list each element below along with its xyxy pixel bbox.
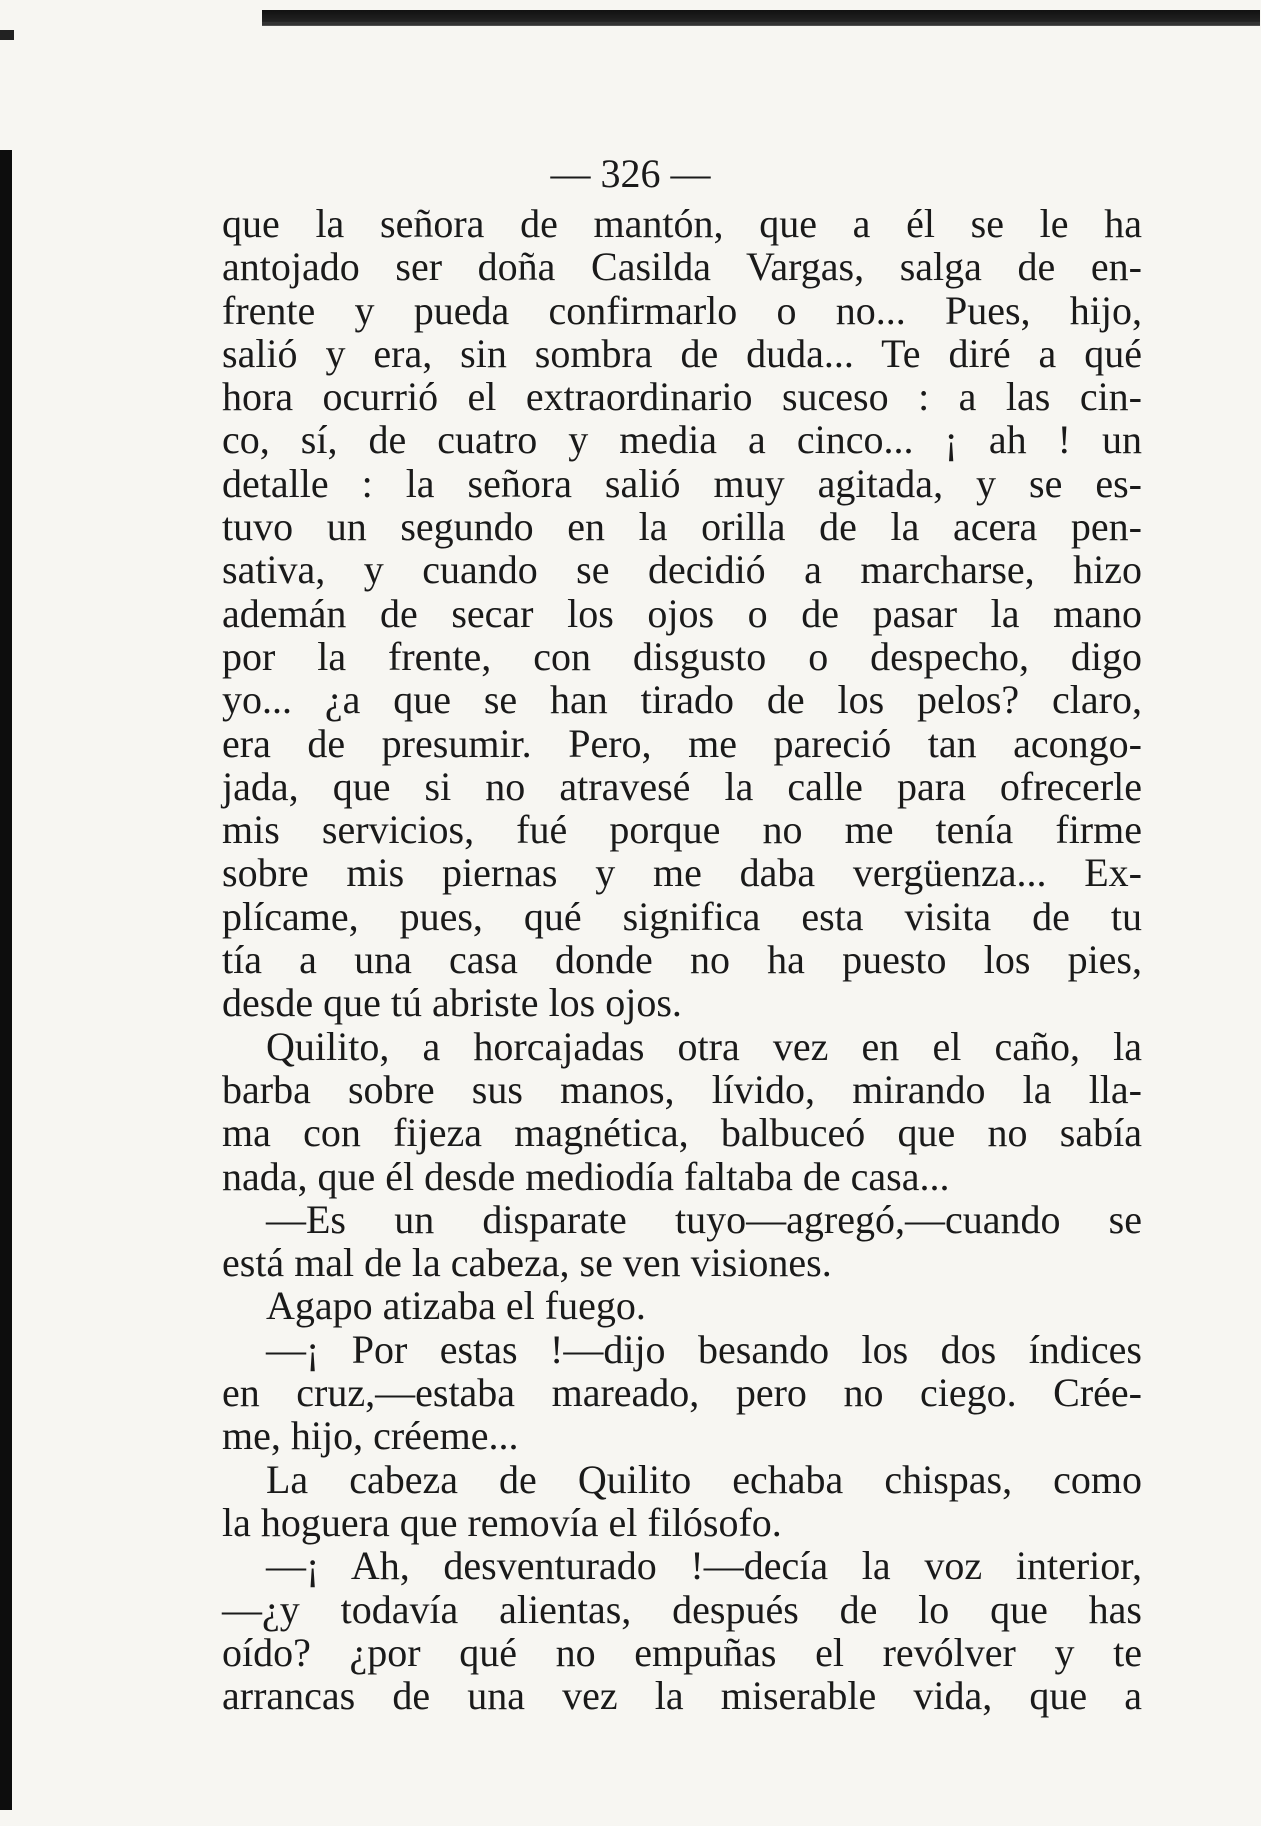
text-line: jada, que si no atravesé la calle para ofrecerle (222, 763, 1142, 809)
text-line: frente y pueda confirmarlo o no... Pues, hijo, (222, 287, 1142, 333)
paragraph (222, 1458, 1142, 1545)
text-line: —Es un disparate tuyo—agregó,—cuando se (266, 1196, 1142, 1242)
paragraph (222, 1328, 1142, 1458)
text-line: por la frente, con disgusto o despecho, digo (222, 633, 1142, 679)
paragraph (222, 1025, 1142, 1198)
body-text (222, 202, 1142, 1717)
text-line: hora ocurrió el extraordinario suceso : a las cin- (222, 374, 1142, 420)
text-line: tuvo un segundo en la orilla de la acera pen- (222, 504, 1142, 550)
text-line: me, hijo, créeme... (222, 1413, 519, 1459)
text-line: —¿y todavía alientas, después de lo que has (222, 1586, 1142, 1632)
text-line: mis servicios, fué porque no me tenía firme (222, 807, 1142, 853)
text-line: sobre mis piernas y me daba vergüenza... Ex- (222, 850, 1142, 896)
text-line: está mal de la cabeza, se ven visiones. (222, 1240, 832, 1286)
text-line: yo... ¿a que se han tirado de los pelos? claro, (222, 677, 1142, 723)
text-line: —¡ Por estas !—dijo besando los dos índices (266, 1326, 1142, 1372)
scan-corner-mark (0, 30, 14, 40)
text-line: La cabeza de Quilito echaba chispas, como (266, 1456, 1142, 1502)
text-line: tía a una casa donde no ha puesto los pies, (222, 937, 1142, 983)
text-line: la hoguera que removía el filósofo. (222, 1499, 782, 1545)
paragraph (222, 1284, 1142, 1327)
text-line: nada, que él desde mediodía faltaba de casa... (222, 1153, 950, 1199)
text-line: co, sí, de cuatro y media a cinco... ¡ ah ! un (222, 417, 1142, 463)
text-line: detalle : la señora salió muy agitada, y se es- (222, 460, 1142, 506)
paragraph (222, 202, 1142, 1025)
text-line: en cruz,—estaba mareado, pero no ciego. Crée- (222, 1370, 1142, 1416)
paragraph (222, 1198, 1142, 1285)
text-line: que la señora de mantón, que a él se le ha (222, 201, 1142, 246)
text-line: desde que tú abriste los ojos. (222, 980, 682, 1026)
text-line: oído? ¿por qué no empuñas el revólver y te (222, 1629, 1142, 1675)
text-line: —¡ Ah, desventurado !—decía la voz interior, (266, 1543, 1142, 1589)
top-border-rule-thin (262, 22, 1260, 25)
scan-left-edge (0, 150, 12, 1810)
page-number: — 326 — (550, 151, 711, 196)
text-line: era de presumir. Pero, me pareció tan acongo- (222, 720, 1142, 766)
text-line: plícame, pues, qué significa esta visita de tu (222, 893, 1142, 939)
paragraph (222, 1544, 1142, 1717)
text-line: barba sobre sus manos, lívido, mirando la lla- (222, 1066, 1142, 1112)
text-line: Quilito, a horcajadas otra vez en el caño, la (266, 1023, 1142, 1069)
text-line: ademán de secar los ojos o de pasar la mano (222, 590, 1142, 636)
text-line: sativa, y cuando se decidió a marcharse, hizo (222, 547, 1142, 593)
text-line: Agapo atizaba el fuego. (266, 1283, 646, 1329)
text-line: arrancas de una vez la miserable vida, que a (222, 1673, 1142, 1719)
text-line: ma con fijeza magnética, balbuceó que no sabía (222, 1110, 1142, 1156)
text-line: antojado ser doña Casilda Vargas, salga de en- (222, 244, 1142, 290)
text-line: salió y era, sin sombra de duda... Te diré a qué (222, 330, 1142, 376)
